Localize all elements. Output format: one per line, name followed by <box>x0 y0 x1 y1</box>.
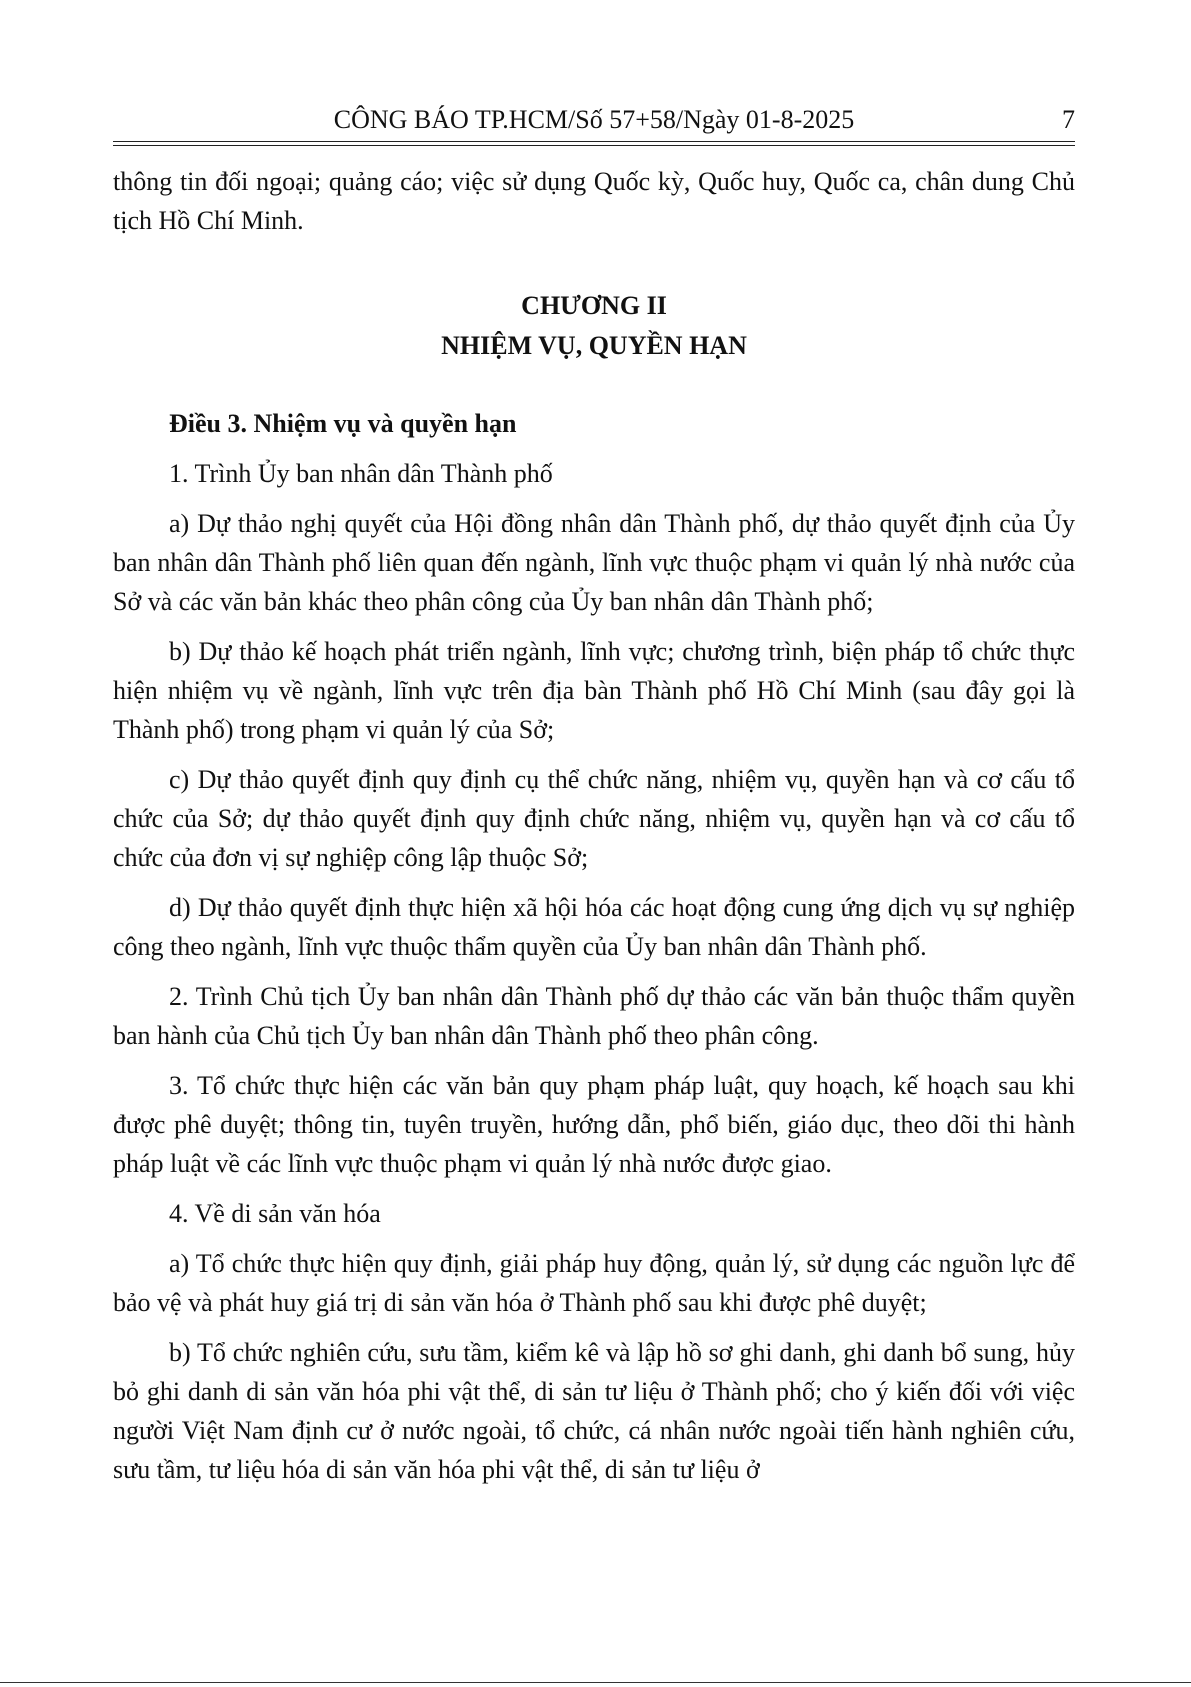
chapter-number: CHƯƠNG II <box>521 291 667 320</box>
paragraph-item-1c: c) Dự thảo quyết định quy định cụ thể chức năng, nhiệm vụ, quyền hạn và cơ cấu tổ chức của Sở; dự thảo quyết định quy định chức năng, nhiệm vụ, quyền hạn và cơ cấu tổ chức của đơn vị sự nghiệp công lập thuộc Sở; <box>113 765 1075 872</box>
page-bottom-edge <box>0 1682 1191 1683</box>
paragraph-item-3: 3. Tổ chức thực hiện các văn bản quy phạm pháp luật, quy hoạch, kế hoạch sau khi được phê duyệt; thông tin, tuyên truyền, hướng dẫn, phổ biến, giáo dục, theo dõi thi hành pháp luật về các lĩnh vực thuộc phạm vi quản lý nhà nước được giao. <box>113 1071 1075 1178</box>
gazette-title: CÔNG BÁO TP.HCM/Số 57+58/Ngày 01-8-2025 <box>333 105 855 134</box>
header-rule-top <box>113 141 1075 142</box>
paragraph-item-1: 1. Trình Ủy ban nhân dân Thành phố <box>169 459 553 488</box>
page-number: 7 <box>1062 105 1075 134</box>
paragraph-item-4: 4. Về di sản văn hóa <box>169 1199 381 1228</box>
page-header <box>113 102 1075 138</box>
paragraph-item-1a: a) Dự thảo nghị quyết của Hội đồng nhân dân Thành phố, dự thảo quyết định của Ủy ban nhân dân Thành phố liên quan đến ngành, lĩnh vực thuộc phạm vi quản lý nhà nước của Sở và các văn bản khác theo phân công của Ủy ban nhân dân Thành phố; <box>113 509 1075 616</box>
intro-paragraph: thông tin đối ngoại; quảng cáo; việc sử dụng Quốc kỳ, Quốc huy, Quốc ca, chân dung Chủ tịch Hồ Chí Minh. <box>113 167 1075 235</box>
paragraph-item-2: 2. Trình Chủ tịch Ủy ban nhân dân Thành phố dự thảo các văn bản thuộc thẩm quyền ban hành của Chủ tịch Ủy ban nhân dân Thành phố theo phân công. <box>113 982 1075 1050</box>
paragraph-item-4b: b) Tổ chức nghiên cứu, sưu tầm, kiểm kê và lập hồ sơ ghi danh, ghi danh bổ sung, hủy bỏ ghi danh di sản văn hóa phi vật thể, di sản tư liệu ở Thành phố; cho ý kiến đối với việc người Việt Nam định cư ở nước ngoài, tổ chức, cá nhân nước ngoài tiến hành nghiên cứu, sưu tầm, tư liệu hóa di sản văn hóa phi vật thể, di sản tư liệu ở <box>113 1338 1075 1484</box>
paragraph-item-1b: b) Dự thảo kế hoạch phát triển ngành, lĩnh vực; chương trình, biện pháp tổ chức thực hiện nhiệm vụ về ngành, lĩnh vực trên địa bàn Thành phố Hồ Chí Minh (sau đây gọi là Thành phố) trong phạm vi quản lý của Sở; <box>113 637 1075 744</box>
paragraph-item-4a: a) Tổ chức thực hiện quy định, giải pháp huy động, quản lý, sử dụng các nguồn lực để bảo vệ và phát huy giá trị di sản văn hóa ở Thành phố sau khi được phê duyệt; <box>113 1249 1075 1317</box>
document-body <box>113 162 1075 1500</box>
header-rule-bottom <box>113 145 1075 146</box>
chapter-heading <box>113 286 1075 366</box>
article-heading: Điều 3. Nhiệm vụ và quyền hạn <box>169 409 517 438</box>
paragraph-item-1d: d) Dự thảo quyết định thực hiện xã hội hóa các hoạt động cung ứng dịch vụ sự nghiệp công theo ngành, lĩnh vực thuộc thẩm quyền của Ủy ban nhân dân Thành phố. <box>113 893 1075 961</box>
chapter-title: NHIỆM VỤ, QUYỀN HẠN <box>441 331 747 360</box>
